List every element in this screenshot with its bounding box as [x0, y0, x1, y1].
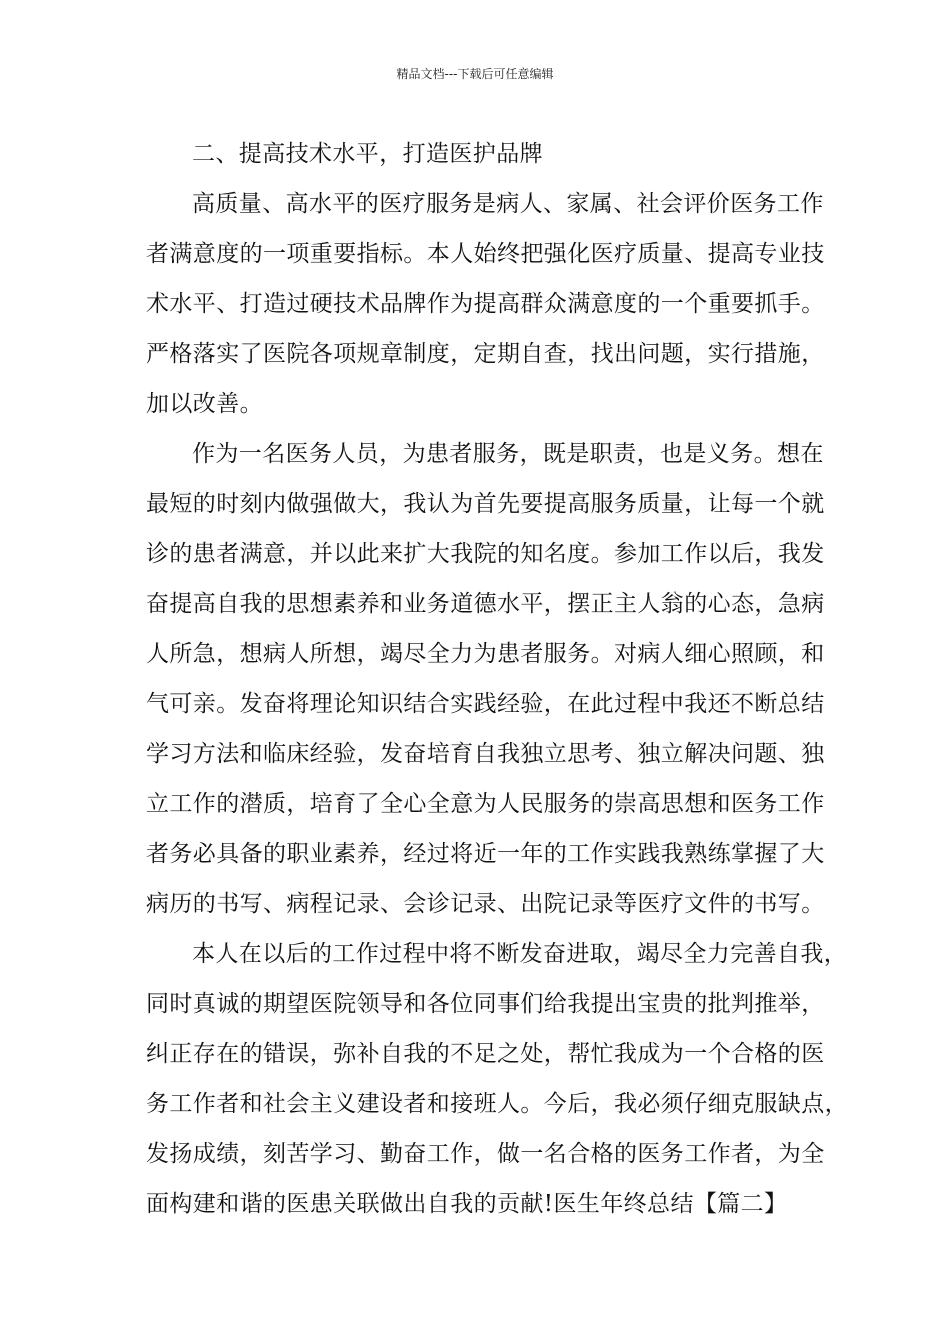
paragraph-line: 加以改善。: [146, 391, 263, 417]
paragraph-line: 者务必具备的职业素养，经过将近一年的工作实践我熟练掌握了大: [146, 841, 825, 867]
paragraph-line: 最短的时刻内做强做大，我认为首先要提高服务质量，让每一个就: [146, 491, 825, 517]
paragraph-line: 学习方法和临床经验，发奋培育自我独立思考、独立解决问题、独: [146, 741, 825, 767]
paragraph-line: 作为一名医务人员，为患者服务，既是职责，也是义务。想在: [192, 441, 824, 467]
paragraph-line: 严格落实了医院各项规章制度，定期自查，找出问题，实行措施，: [146, 341, 825, 367]
paragraph-line: 同时真诚的期望医院领导和各位同事们给我提出宝贵的批判推举，: [146, 991, 825, 1017]
paragraph-line: 气可亲。发奋将理论知识结合实践经验，在此过程中我还不断总结: [146, 691, 825, 717]
paragraph-line: 务工作者和社会主义建设者和接班人。今后，我必须仔细克服缺点，: [146, 1091, 848, 1117]
paragraph-line: 高质量、高水平的医疗服务是病人、家属、社会评价医务工作: [192, 191, 824, 217]
paragraph-line: 病历的书写、病程记录、会诊记录、出院记录等医疗文件的书写。: [146, 891, 825, 917]
paragraph-line: 人所急，想病人所想，竭尽全力为患者服务。对病人细心照顾，和: [146, 641, 825, 667]
paragraph-line: 发扬成绩，刻苦学习、勤奋工作，做一名合格的医务工作者，为全: [146, 1141, 825, 1167]
document-body: [146, 136, 848, 1236]
paragraph-line: 者满意度的一项重要指标。本人始终把强化医疗质量、提高专业技: [146, 241, 825, 267]
paragraph-line: 纠正存在的错误，弥补自我的不足之处，帮忙我成为一个合格的医: [146, 1041, 825, 1067]
section-heading: 二、提高技术水平，打造医护品牌: [192, 141, 543, 167]
paragraph-line: 术水平、打造过硬技术品牌作为提高群众满意度的一个重要抓手。: [146, 291, 825, 317]
paragraph-line: 奋提高自我的思想素养和业务道德水平，摆正主人翁的心态，急病: [146, 591, 825, 617]
page-header: 精品文档---下载后可任意编辑: [396, 67, 554, 81]
paragraph-line: 诊的患者满意，并以此来扩大我院的知名度。参加工作以后，我发: [146, 541, 825, 567]
paragraph-line: 立工作的潜质，培育了全心全意为人民服务的崇高思想和医务工作: [146, 791, 825, 817]
paragraph-line: 本人在以后的工作过程中将不断发奋进取，竭尽全力完善自我，: [192, 941, 848, 967]
paragraph-line: 面构建和谐的医患关联做出自我的贡献!医生年终总结【篇二】: [146, 1191, 788, 1217]
